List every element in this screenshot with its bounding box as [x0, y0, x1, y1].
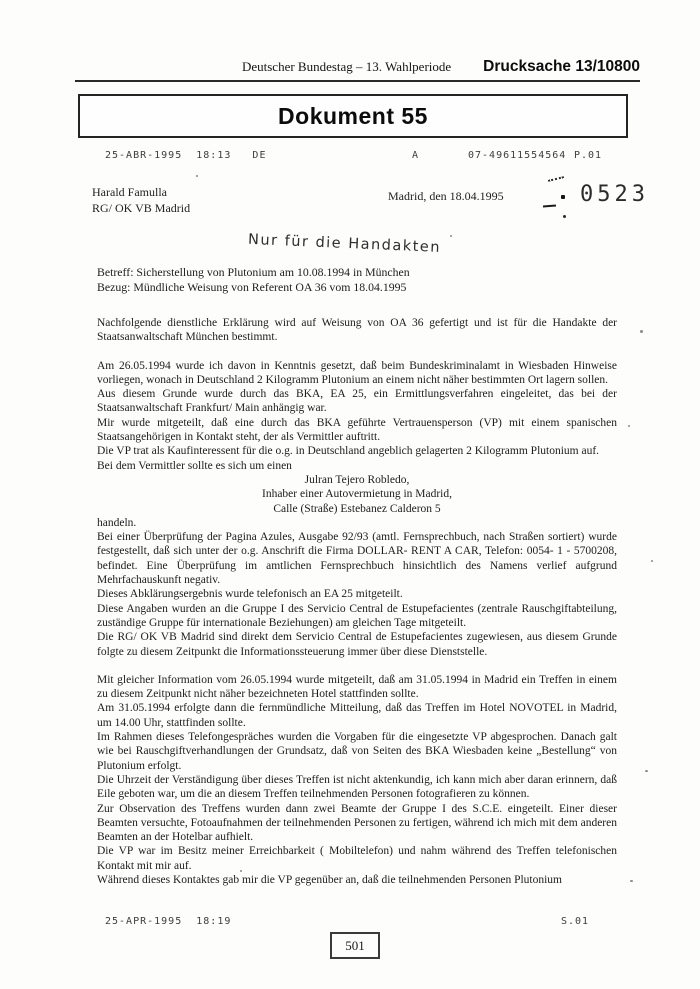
- body-paragraph: Am 26.05.1994 wurde ich davon in Kenntnis gesetzt, daß beim Bundeskriminalamt in Wiesbaden Hinweise vorliegen, wonach in Deutschland 2 Kilogramm Plutonium an einem nicht näher bestimmten Ort lagern sollen.: [97, 359, 617, 386]
- sender-unit: RG/ OK VB Madrid: [92, 200, 191, 215]
- document-banner-box: [78, 94, 628, 138]
- body-paragraph: Inhaber einer Autovermietung in Madrid,: [261, 488, 452, 501]
- dateline: Madrid, den 18.04.1995: [388, 189, 504, 203]
- letter-body: [97, 316, 617, 887]
- body-paragraph: Bei dem Vermittler sollte es sich um einen: [97, 459, 292, 472]
- scan-speck: [651, 560, 653, 562]
- subject-line: Betreff: Sicherstellung von Plutonium am 10.08.1994 in München: [97, 265, 410, 279]
- body-paragraph: Die RG/ OK VB Madrid sind direkt dem Servicio Central de Estupefacientes zugewiesen, aus diesem Grunde folgte zu diesem Zeitpunkt die Informationssteuerung immer über diese Dienststelle.: [97, 631, 617, 658]
- fax-header-page: P.01: [574, 150, 603, 161]
- sender-block: [92, 185, 190, 216]
- body-paragraph: Während dieses Kontaktes gab mir die VP gegenüber an, daß die teilnehmenden Personen Plutonium: [97, 873, 562, 886]
- body-paragraph: Zur Observation des Treffens wurden dann zwei Beamte der Gruppe I des S.C.E. eingeteilt. Einer dieser Beamten versuchte, Fotoaufnahmen der teilnehmenden Personen zu fertigen, während ich mich mit dem anderen Beamten an der Hotelbar aufhielt.: [97, 802, 617, 844]
- body-paragraph: Calle (Straße) Estebanez Calderon 5: [273, 502, 441, 515]
- registry-stamp-number: 0523: [580, 182, 649, 207]
- page-number-box: [330, 932, 380, 959]
- handwritten-dash: [543, 205, 556, 208]
- handwritten-dot: [561, 195, 565, 199]
- page-number: 501: [345, 937, 365, 953]
- body-paragraph: Julran Tejero Robledo,: [304, 473, 410, 486]
- sender-name: Harald Famulla: [92, 185, 167, 199]
- body-paragraph: Diese Angaben wurden an die Gruppe I des Servicio Central de Estupefacientes (zentrale Rauschgiftabteilung, zuständige Gruppe für internationale Beziehungen) am gleichen Tage mitgeteilt.: [97, 602, 617, 629]
- scan-speck: [450, 235, 452, 237]
- handwritten-dot: [563, 215, 566, 218]
- fax-header-datetime: 25-ABR-1995 18:13 DE: [105, 150, 267, 161]
- running-head-rule: [75, 80, 640, 82]
- running-head-right: Drucksache 13/10800: [483, 58, 640, 75]
- scan-speck: [640, 330, 643, 333]
- handakten-note: Nur für die Handakten: [247, 231, 442, 256]
- fax-header-direction: A: [412, 150, 420, 161]
- body-paragraph: Aus diesem Grunde wurde durch das BKA, EA 25, ein Ermittlungsverfahren eingeleitet, das bei der Staatsanwaltschaft Frankfurt/ Main anhängig war.: [97, 388, 617, 415]
- body-paragraph: Mit gleicher Information vom 26.05.1994 wurde mitgeteilt, daß am 31.05.1994 in Madrid ein Treffen in einem zu diesem Zeitpunkt nicht näher bezeichneten Hotel stattfinden sollte.: [97, 673, 617, 701]
- body-paragraph: Die VP war im Besitz meiner Erreichbarkeit ( Mobiltelefon) und nahm während des Treffen telefonischen Kontakt mit mir auf.: [97, 845, 617, 872]
- body-paragraph: Mir wurde mitgeteilt, daß eine durch das BKA geführte Vertrauensperson (VP) mit einem spanischen Staatsangehörigen in Kontakt steht, der als Vermittler auftritt.: [97, 416, 617, 444]
- fax-header-number: 07-49611554564: [468, 150, 567, 161]
- subject-block: [97, 265, 410, 295]
- scan-speck: [628, 425, 630, 427]
- handwritten-squiggle: [548, 176, 564, 182]
- body-paragraph: handeln.: [97, 516, 137, 529]
- fax-footer-page: S.01: [561, 916, 590, 927]
- body-paragraph: Die VP trat als Kaufinteressent für die o.g. in Deutschland angeblich gelagerten 2 Kilogramm Plutonium auf.: [97, 445, 600, 458]
- body-paragraph: Nachfolgende dienstliche Erklärung wird auf Weisung von OA 36 gefertigt und ist für die Handakte der Staatsanwaltschaft München bestimmt.: [97, 317, 617, 344]
- reference-line: Bezug: Mündliche Weisung von Referent OA 36 vom 18.04.1995: [97, 280, 407, 294]
- document-banner-title: Dokument 55: [278, 102, 428, 129]
- scan-speck: [240, 870, 242, 872]
- body-paragraph: Am 31.05.1994 erfolgte dann die fernmündliche Mitteilung, daß das Treffen im Hotel NOVOTEL in Madrid, um 14.00 Uhr, stattfinden sollte.: [97, 702, 617, 729]
- body-paragraph: Die Uhrzeit der Verständigung über dieses Treffen ist nicht aktenkundig, ich kann mich aber daran erinnern, daß Eile geboten war, um die an diesem Treffen teilnehmenden Personen fotografieren zu können.: [97, 773, 617, 801]
- running-head: [75, 58, 640, 76]
- running-head-left: Deutscher Bundestag – 13. Wahlperiode: [241, 59, 452, 74]
- scan-speck: [196, 175, 198, 177]
- body-paragraph: Bei einer Überprüfung der Pagina Azules, Ausgabe 92/93 (amtl. Fernsprechbuch, nach Straßen sortiert) wurde festgestellt, daß sich unter der o.g. Anschrift die Firma DOLLAR- RENT A CAR, Telefon: 0054- 1 - 5700208, befindet. Eine Überprüfung im amtlichen Fernsprechbuch hinsichtlich des Namens verlief aufgrund Mehrfachauskunft negativ.: [97, 531, 617, 587]
- body-paragraph: Dieses Abklärungsergebnis wurde telefonisch an EA 25 mitgeteilt.: [97, 588, 403, 601]
- body-paragraph: Im Rahmen dieses Telefongespräches wurden die Vorgaben für die eingesetzte VP abgesprochen. Danach galt wie bei Rauschgiftverhandlungen der Grundsatz, daß von Seiten des BKA Wiesbaden keine „Bestellung“ von Plutonium erfolgt.: [97, 731, 617, 772]
- scan-speck: [630, 880, 633, 882]
- scan-speck: [645, 770, 648, 772]
- fax-footer-datetime: 25-APR-1995 18:19: [105, 916, 232, 927]
